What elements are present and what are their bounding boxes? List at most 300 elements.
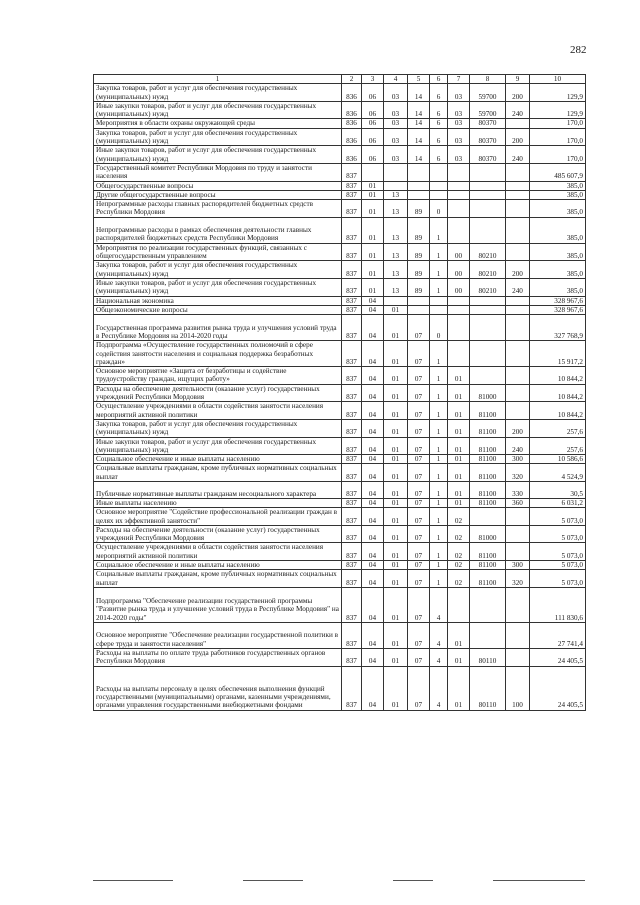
cell-c2: 837 <box>342 261 362 279</box>
cell-c8 <box>470 587 506 622</box>
cell-c8 <box>470 200 506 218</box>
cell-c5: 89 <box>408 200 430 218</box>
cell-c6: 4 <box>430 622 448 648</box>
table-row <box>94 146 586 164</box>
cell-c6: 6 <box>430 146 448 164</box>
table-row <box>94 261 586 279</box>
cell-c6: 6 <box>430 84 448 102</box>
cell-c6: 6 <box>430 128 448 146</box>
cell-c6: 1 <box>430 402 448 420</box>
table-body <box>94 84 586 710</box>
cell-c3: 04 <box>362 296 384 305</box>
cell-c3: 04 <box>362 481 384 498</box>
cell-c8: 81100 <box>470 543 506 561</box>
cell-c2: 837 <box>342 190 362 199</box>
cell-c7 <box>448 587 470 622</box>
cell-c3: 04 <box>362 341 384 367</box>
cell-c8: 59700 <box>470 84 506 102</box>
table-row <box>94 481 586 498</box>
cell-c10: 385,0 <box>530 181 586 190</box>
cell-c5: 07 <box>408 402 430 420</box>
row-description-cell: Социальное обеспечение и иные выплаты населению <box>94 455 342 464</box>
cell-c8: 80210 <box>470 261 506 279</box>
cell-c7: 03 <box>448 146 470 164</box>
cell-c8: 81100 <box>470 402 506 420</box>
cell-c3: 01 <box>362 261 384 279</box>
row-description-cell: Основное мероприятие «Защита от безработицы и содействие трудоустройству граждан, ищущих работу» <box>94 367 342 385</box>
cell-c9 <box>506 181 530 190</box>
cell-c10: 257,6 <box>530 419 586 437</box>
column-number-row <box>94 75 586 84</box>
cell-c7: 01 <box>448 455 470 464</box>
table-row <box>94 305 586 314</box>
cell-c3: 04 <box>362 437 384 455</box>
cell-c2: 837 <box>342 498 362 507</box>
cell-c10: 327 768,9 <box>530 315 586 341</box>
cell-c4: 03 <box>384 101 408 119</box>
cell-c7: 01 <box>448 481 470 498</box>
cell-c2: 837 <box>342 315 362 341</box>
cell-c5: 07 <box>408 508 430 526</box>
cell-c5: 14 <box>408 84 430 102</box>
cell-c7 <box>448 190 470 199</box>
row-description-cell: Подпрограмма "Обеспечение реализации государственной программы "Развитие рынка труда и улучшение условий труда в Республике Мордовия" на 2014-2020 годы" <box>94 587 342 622</box>
cell-c8: 80370 <box>470 128 506 146</box>
cell-c9: 300 <box>506 455 530 464</box>
cell-c7: 02 <box>448 561 470 570</box>
cell-c2: 837 <box>342 648 362 666</box>
cell-c9 <box>506 367 530 385</box>
cell-c4 <box>384 296 408 305</box>
cell-c4: 03 <box>384 146 408 164</box>
cell-c4: 01 <box>384 622 408 648</box>
table-row <box>94 419 586 437</box>
column-header: 5 <box>408 75 430 84</box>
cell-c4: 13 <box>384 261 408 279</box>
cell-c5: 14 <box>408 101 430 119</box>
cell-c2: 837 <box>342 508 362 526</box>
cell-c8: 80370 <box>470 146 506 164</box>
cell-c5: 07 <box>408 587 430 622</box>
cell-c9 <box>506 305 530 314</box>
cell-c7 <box>448 305 470 314</box>
cell-c9: 240 <box>506 146 530 164</box>
cell-c10: 129,9 <box>530 101 586 119</box>
cell-c4: 01 <box>384 315 408 341</box>
cell-c3: 04 <box>362 367 384 385</box>
cell-c2: 837 <box>342 384 362 402</box>
cell-c5: 07 <box>408 464 430 482</box>
cell-c5: 07 <box>408 543 430 561</box>
cell-c10: 385,0 <box>530 217 586 243</box>
table-row <box>94 587 586 622</box>
bottom-rule <box>93 876 585 884</box>
cell-c3: 04 <box>362 498 384 507</box>
cell-c10: 385,0 <box>530 261 586 279</box>
table-row <box>94 648 586 666</box>
cell-c3: 06 <box>362 146 384 164</box>
cell-c10: 328 967,6 <box>530 305 586 314</box>
cell-c9 <box>506 315 530 341</box>
cell-c10: 170,0 <box>530 146 586 164</box>
cell-c2: 836 <box>342 146 362 164</box>
cell-c9: 100 <box>506 666 530 710</box>
table-row <box>94 296 586 305</box>
cell-c9: 240 <box>506 101 530 119</box>
cell-c8: 80210 <box>470 278 506 296</box>
cell-c10: 170,0 <box>530 128 586 146</box>
cell-c10: 10 844,2 <box>530 384 586 402</box>
cell-c9 <box>506 243 530 261</box>
cell-c7: 01 <box>448 622 470 648</box>
table-row <box>94 243 586 261</box>
row-description-cell: Подпрограмма «Осуществление государственных полномочий в сфере содействия занятости населения и социальная поддержка безработных граждан» <box>94 341 342 367</box>
cell-c9 <box>506 163 530 181</box>
cell-c6: 6 <box>430 119 448 128</box>
cell-c2: 837 <box>342 419 362 437</box>
cell-c10: 385,0 <box>530 278 586 296</box>
cell-c5: 07 <box>408 666 430 710</box>
cell-c9: 300 <box>506 561 530 570</box>
cell-c4: 01 <box>384 543 408 561</box>
cell-c9: 200 <box>506 419 530 437</box>
cell-c4: 13 <box>384 243 408 261</box>
cell-c5: 07 <box>408 384 430 402</box>
cell-c6: 4 <box>430 648 448 666</box>
cell-c8: 80370 <box>470 119 506 128</box>
row-description-cell: Расходы на выплаты персоналу в целях обеспечения выполнения функций государственными (муниципальными) органами, казенными учреждениями, органами управления государственными внебюджетными фондами <box>94 666 342 710</box>
cell-c4: 01 <box>384 384 408 402</box>
cell-c4: 01 <box>384 648 408 666</box>
cell-c8 <box>470 622 506 648</box>
cell-c7: 02 <box>448 508 470 526</box>
cell-c9: 320 <box>506 570 530 588</box>
column-header: 9 <box>506 75 530 84</box>
cell-c4: 03 <box>384 119 408 128</box>
cell-c4: 01 <box>384 570 408 588</box>
cell-c5: 07 <box>408 648 430 666</box>
cell-c7 <box>448 200 470 218</box>
cell-c2: 837 <box>342 455 362 464</box>
cell-c5: 07 <box>408 341 430 367</box>
cell-c3: 04 <box>362 622 384 648</box>
cell-c10: 257,6 <box>530 437 586 455</box>
cell-c2: 836 <box>342 128 362 146</box>
cell-c9 <box>506 119 530 128</box>
table-row <box>94 190 586 199</box>
cell-c4: 13 <box>384 190 408 199</box>
cell-c7: 03 <box>448 84 470 102</box>
table-row <box>94 101 586 119</box>
cell-c5: 07 <box>408 455 430 464</box>
column-header: 1 <box>94 75 342 84</box>
row-description-cell: Социальное обеспечение и иные выплаты населению <box>94 561 342 570</box>
column-header: 8 <box>470 75 506 84</box>
cell-c9: 240 <box>506 437 530 455</box>
cell-c8: 81100 <box>470 437 506 455</box>
cell-c5: 89 <box>408 261 430 279</box>
cell-c8 <box>470 163 506 181</box>
cell-c6: 1 <box>430 437 448 455</box>
cell-c7: 01 <box>448 384 470 402</box>
cell-c9: 200 <box>506 84 530 102</box>
cell-c5: 14 <box>408 128 430 146</box>
cell-c9 <box>506 587 530 622</box>
cell-c6: 1 <box>430 341 448 367</box>
cell-c6: 0 <box>430 315 448 341</box>
cell-c9: 320 <box>506 464 530 482</box>
row-description-cell: Публичные нормативные выплаты гражданам несоциального характера <box>94 481 342 498</box>
cell-c9 <box>506 622 530 648</box>
cell-c2: 837 <box>342 305 362 314</box>
cell-c3: 01 <box>362 200 384 218</box>
cell-c6: 1 <box>430 508 448 526</box>
cell-c6: 4 <box>430 587 448 622</box>
cell-c3: 01 <box>362 217 384 243</box>
cell-c3: 04 <box>362 561 384 570</box>
cell-c6 <box>430 163 448 181</box>
row-description-cell: Основное мероприятие "Обеспечение реализации государственной политики в сфере труда и занятости населения" <box>94 622 342 648</box>
cell-c4: 01 <box>384 587 408 622</box>
row-description-cell: Иные закупки товаров, работ и услуг для обеспечения государственных (муниципальных) нужд <box>94 437 342 455</box>
column-header: 2 <box>342 75 362 84</box>
cell-c8 <box>470 305 506 314</box>
table-row <box>94 543 586 561</box>
table-row <box>94 163 586 181</box>
cell-c7 <box>448 181 470 190</box>
cell-c10: 4 524,9 <box>530 464 586 482</box>
cell-c8: 81100 <box>470 561 506 570</box>
cell-c9 <box>506 296 530 305</box>
cell-c10: 10 844,2 <box>530 402 586 420</box>
column-header: 4 <box>384 75 408 84</box>
cell-c8: 59700 <box>470 101 506 119</box>
cell-c4: 01 <box>384 498 408 507</box>
row-description-cell: Закупка товаров, работ и услуг для обеспечения государственных (муниципальных) нужд <box>94 419 342 437</box>
cell-c2: 837 <box>342 481 362 498</box>
cell-c4: 01 <box>384 525 408 543</box>
cell-c10: 5 073,0 <box>530 561 586 570</box>
cell-c9 <box>506 648 530 666</box>
cell-c5: 07 <box>408 570 430 588</box>
row-description-cell: Другие общегосударственные вопросы <box>94 190 342 199</box>
cell-c6 <box>430 190 448 199</box>
cell-c6: 1 <box>430 243 448 261</box>
cell-c9 <box>506 525 530 543</box>
cell-c10: 5 073,0 <box>530 543 586 561</box>
cell-c9 <box>506 200 530 218</box>
cell-c6: 1 <box>430 261 448 279</box>
cell-c7: 01 <box>448 464 470 482</box>
cell-c7: 01 <box>448 367 470 385</box>
cell-c9 <box>506 341 530 367</box>
table-row <box>94 666 586 710</box>
cell-c4: 01 <box>384 561 408 570</box>
cell-c5: 07 <box>408 315 430 341</box>
cell-c4: 13 <box>384 200 408 218</box>
table-row <box>94 402 586 420</box>
cell-c4: 03 <box>384 84 408 102</box>
cell-c6: 1 <box>430 384 448 402</box>
column-header: 6 <box>430 75 448 84</box>
row-description-cell: Расходы на обеспечение деятельности (оказание услуг) государственных учреждений Республики Мордовия <box>94 525 342 543</box>
page-number: 282 <box>570 44 587 56</box>
table-row <box>94 128 586 146</box>
cell-c9: 200 <box>506 128 530 146</box>
cell-c3: 06 <box>362 128 384 146</box>
cell-c5: 07 <box>408 498 430 507</box>
cell-c5: 07 <box>408 622 430 648</box>
cell-c3: 01 <box>362 181 384 190</box>
cell-c2: 836 <box>342 119 362 128</box>
cell-c8: 81100 <box>470 455 506 464</box>
cell-c6: 1 <box>430 217 448 243</box>
cell-c10: 328 967,6 <box>530 296 586 305</box>
cell-c3: 06 <box>362 101 384 119</box>
cell-c3: 04 <box>362 543 384 561</box>
cell-c4: 01 <box>384 464 408 482</box>
cell-c10: 5 073,0 <box>530 525 586 543</box>
cell-c4: 01 <box>384 481 408 498</box>
cell-c2: 837 <box>342 181 362 190</box>
table-row <box>94 367 586 385</box>
cell-c8: 81100 <box>470 481 506 498</box>
row-description-cell: Расходы на выплаты по оплате труда работников государственных органов Республики Мордовия <box>94 648 342 666</box>
cell-c7: 01 <box>448 648 470 666</box>
cell-c6 <box>430 181 448 190</box>
cell-c3: 04 <box>362 570 384 588</box>
cell-c8 <box>470 217 506 243</box>
row-description-cell: Национальная экономика <box>94 296 342 305</box>
cell-c10: 5 073,0 <box>530 570 586 588</box>
cell-c2: 837 <box>342 296 362 305</box>
row-description-cell: Иные закупки товаров, работ и услуг для обеспечения государственных (муниципальных) нужд <box>94 101 342 119</box>
row-description-cell: Закупка товаров, работ и услуг для обеспечения государственных (муниципальных) нужд <box>94 128 342 146</box>
cell-c3: 01 <box>362 278 384 296</box>
cell-c6: 1 <box>430 525 448 543</box>
cell-c6: 1 <box>430 278 448 296</box>
cell-c5: 07 <box>408 437 430 455</box>
cell-c4 <box>384 163 408 181</box>
cell-c4 <box>384 181 408 190</box>
cell-c2: 837 <box>342 367 362 385</box>
cell-c6: 1 <box>430 464 448 482</box>
cell-c3: 04 <box>362 508 384 526</box>
cell-c9: 240 <box>506 278 530 296</box>
row-description-cell: Мероприятия по реализации государственных функций, связанных с общегосударственным управлением <box>94 243 342 261</box>
cell-c6: 6 <box>430 101 448 119</box>
cell-c8: 81000 <box>470 525 506 543</box>
row-description-cell: Общеэкономические вопросы <box>94 305 342 314</box>
cell-c5: 89 <box>408 217 430 243</box>
row-description-cell: Иные выплаты населению <box>94 498 342 507</box>
table-row <box>94 455 586 464</box>
cell-c4: 01 <box>384 305 408 314</box>
cell-c10: 385,0 <box>530 190 586 199</box>
table-row <box>94 84 586 102</box>
cell-c8: 80210 <box>470 243 506 261</box>
cell-c3 <box>362 163 384 181</box>
cell-c10: 27 741,4 <box>530 622 586 648</box>
table-row <box>94 508 586 526</box>
cell-c8 <box>470 296 506 305</box>
cell-c2: 837 <box>342 341 362 367</box>
table-row <box>94 561 586 570</box>
cell-c6: 1 <box>430 419 448 437</box>
cell-c2: 836 <box>342 101 362 119</box>
cell-c2: 837 <box>342 243 362 261</box>
cell-c2: 837 <box>342 587 362 622</box>
cell-c5: 14 <box>408 119 430 128</box>
cell-c7: 02 <box>448 570 470 588</box>
row-description-cell: Расходы на обеспечение деятельности (оказание услуг) государственных учреждений Республики Мордовия <box>94 384 342 402</box>
row-description-cell: Государственный комитет Республики Мордовия по труду и занятости населения <box>94 163 342 181</box>
cell-c3: 04 <box>362 464 384 482</box>
cell-c10: 385,0 <box>530 200 586 218</box>
cell-c5: 07 <box>408 525 430 543</box>
row-description-cell: Государственная программа развития рынка труда и улучшения условий труда в Республике Мордовия на 2014-2020 годы <box>94 315 342 341</box>
cell-c10: 6 031,2 <box>530 498 586 507</box>
row-description-cell: Мероприятия в области охраны окружающей среды <box>94 119 342 128</box>
cell-c10: 10 844,2 <box>530 367 586 385</box>
table-row <box>94 181 586 190</box>
cell-c9 <box>506 190 530 199</box>
cell-c4: 13 <box>384 278 408 296</box>
cell-c5: 07 <box>408 419 430 437</box>
column-header: 10 <box>530 75 586 84</box>
cell-c8 <box>470 341 506 367</box>
cell-c2: 837 <box>342 666 362 710</box>
cell-c2: 837 <box>342 217 362 243</box>
cell-c6: 1 <box>430 481 448 498</box>
cell-c8 <box>470 315 506 341</box>
column-header: 3 <box>362 75 384 84</box>
cell-c3: 04 <box>362 648 384 666</box>
cell-c8 <box>470 508 506 526</box>
table-row <box>94 119 586 128</box>
table-row <box>94 464 586 482</box>
cell-c2: 837 <box>342 200 362 218</box>
cell-c4: 13 <box>384 217 408 243</box>
cell-c3: 04 <box>362 455 384 464</box>
cell-c4: 01 <box>384 508 408 526</box>
cell-c3: 04 <box>362 305 384 314</box>
cell-c7 <box>448 315 470 341</box>
cell-c6: 1 <box>430 498 448 507</box>
cell-c2: 837 <box>342 402 362 420</box>
table-row <box>94 341 586 367</box>
cell-c9: 200 <box>506 261 530 279</box>
cell-c7 <box>448 296 470 305</box>
budget-table-container <box>93 74 585 711</box>
cell-c7 <box>448 163 470 181</box>
cell-c3: 04 <box>362 587 384 622</box>
row-description-cell: Иные закупки товаров, работ и услуг для обеспечения государственных (муниципальных) нужд <box>94 146 342 164</box>
cell-c10: 24 405,5 <box>530 666 586 710</box>
cell-c3: 04 <box>362 525 384 543</box>
cell-c8 <box>470 181 506 190</box>
cell-c5: 07 <box>408 481 430 498</box>
table-row <box>94 437 586 455</box>
cell-c10: 170,0 <box>530 119 586 128</box>
cell-c2: 837 <box>342 622 362 648</box>
cell-c4: 01 <box>384 437 408 455</box>
cell-c3: 01 <box>362 243 384 261</box>
cell-c10: 485 607,9 <box>530 163 586 181</box>
cell-c5 <box>408 305 430 314</box>
cell-c9 <box>506 402 530 420</box>
cell-c3: 04 <box>362 402 384 420</box>
